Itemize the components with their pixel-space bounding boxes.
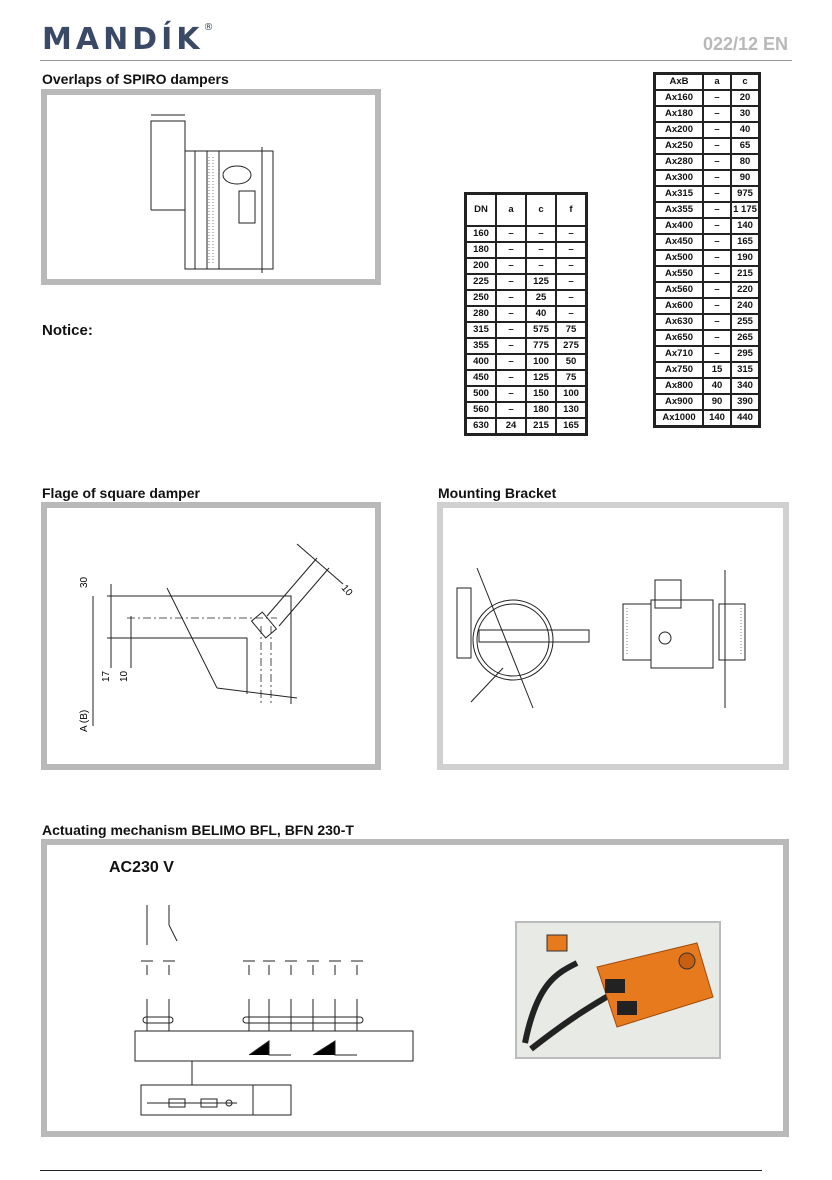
table-cell: 30 [731,106,759,122]
table-cell: 40 [703,378,731,394]
table-cell: Ax710 [655,346,703,362]
table-cell: 25 [526,290,556,306]
table-row [655,314,759,330]
table-cell: 165 [556,418,586,434]
table-row [655,266,759,282]
table-cell: 295 [731,346,759,362]
table-cell: 500 [466,386,496,402]
axb-dimension-table [653,72,761,428]
table-cell: – [496,242,526,258]
table-cell: 65 [731,138,759,154]
table-cell: Ax500 [655,250,703,266]
table-cell: – [556,274,586,290]
table-cell: – [703,202,731,218]
table-cell: – [703,314,731,330]
table-cell: 225 [466,274,496,290]
table-cell: Ax550 [655,266,703,282]
table-cell: – [703,138,731,154]
table-cell: – [496,290,526,306]
table-cell: 355 [466,338,496,354]
table-cell: – [703,266,731,282]
table-row [466,402,586,418]
table-header-row [655,74,759,90]
table-cell: 575 [526,322,556,338]
table-cell: 160 [466,226,496,242]
table-cell: 630 [466,418,496,434]
table-row [655,138,759,154]
table-header-cell: AxB [655,74,703,90]
table-row [466,226,586,242]
table-cell: Ax160 [655,90,703,106]
table-cell: Ax250 [655,138,703,154]
table-cell: 400 [466,354,496,370]
table-cell: 165 [731,234,759,250]
table-cell: 100 [526,354,556,370]
dn-dimension-table [464,192,588,436]
table-cell: 90 [703,394,731,410]
table-cell: 215 [731,266,759,282]
table-cell: – [496,258,526,274]
table-cell: – [703,122,731,138]
table-cell: Ax630 [655,314,703,330]
dim-10-diagonal: 10 [338,582,355,599]
table-cell: 775 [526,338,556,354]
dim-30: 30 [79,576,90,588]
table-cell: 125 [526,274,556,290]
table-cell: Ax650 [655,330,703,346]
table-cell: 190 [731,250,759,266]
table-cell: – [496,338,526,354]
table-row [655,170,759,186]
table-header-cell: a [496,194,526,226]
table-cell: – [496,226,526,242]
table-row [655,378,759,394]
table-row [655,298,759,314]
table-cell: Ax300 [655,170,703,186]
dim-10-lower: 10 [119,670,130,682]
table-row [655,282,759,298]
table-cell: – [703,218,731,234]
table-cell: Ax180 [655,106,703,122]
table-row [466,418,586,434]
section-title-overlaps: Overlaps of SPIRO dampers [42,71,229,87]
table-row [466,338,586,354]
table-cell: – [526,226,556,242]
table-row [466,322,586,338]
table-cell: 340 [731,378,759,394]
table-cell: 75 [556,370,586,386]
flange-drawing [47,508,375,764]
table-cell: – [556,226,586,242]
table-cell: 180 [466,242,496,258]
table-header-cell: c [526,194,556,226]
table-cell: 50 [556,354,586,370]
table-cell: 140 [703,410,731,426]
table-cell: 390 [731,394,759,410]
table-cell: – [526,242,556,258]
table-row [655,202,759,218]
table-cell: 440 [731,410,759,426]
table-cell: – [703,90,731,106]
table-cell: – [496,306,526,322]
dim-17: 17 [101,670,112,682]
table-cell: 40 [526,306,556,322]
table-cell: 1 175 [731,202,759,218]
table-cell: – [496,402,526,418]
table-cell: Ax400 [655,218,703,234]
table-cell: 180 [526,402,556,418]
actuator-photo [515,921,721,1059]
table-row [655,362,759,378]
table-cell: 200 [466,258,496,274]
notice-heading: Notice: [42,322,93,339]
table-cell: – [703,346,731,362]
table-row [466,386,586,402]
table-header-cell: c [731,74,759,90]
table-cell: – [703,186,731,202]
table-cell: – [496,386,526,402]
table-cell: Ax750 [655,362,703,378]
table-cell: 15 [703,362,731,378]
table-cell: Ax1000 [655,410,703,426]
table-row [466,370,586,386]
table-cell: 315 [731,362,759,378]
table-cell: – [703,298,731,314]
table-row [466,290,586,306]
table-cell: – [556,242,586,258]
table-cell: 140 [731,218,759,234]
table-header-cell: a [703,74,731,90]
table-cell: 250 [466,290,496,306]
actuator-photo-drawing [517,923,719,1057]
table-row [466,354,586,370]
table-cell: 280 [466,306,496,322]
table-cell: – [703,234,731,250]
table-cell: – [496,274,526,290]
table-cell: 215 [526,418,556,434]
table-cell: Ax315 [655,186,703,202]
table-cell: 130 [556,402,586,418]
table-row [655,410,759,426]
table-cell: Ax280 [655,154,703,170]
section-title-flange: Flage of square damper [42,485,200,501]
flange-figure [41,502,381,770]
table-cell: 24 [496,418,526,434]
brand-logo: MANDÍK® [42,22,214,57]
dim-ab: A (B) [79,709,90,732]
table-header-cell: f [556,194,586,226]
table-cell: 220 [731,282,759,298]
table-cell: 255 [731,314,759,330]
table-cell: – [496,322,526,338]
table-row [655,122,759,138]
table-cell: 40 [731,122,759,138]
table-cell: 315 [466,322,496,338]
table-row [466,274,586,290]
table-cell: Ax200 [655,122,703,138]
table-cell: – [556,306,586,322]
table-cell: Ax450 [655,234,703,250]
table-cell: – [526,258,556,274]
bracket-figure [437,502,789,770]
table-row [466,306,586,322]
header-divider [40,60,792,61]
table-row [655,186,759,202]
table-cell: – [703,106,731,122]
table-header-row [466,194,586,226]
table-cell: 150 [526,386,556,402]
table-cell: Ax800 [655,378,703,394]
table-cell: 125 [526,370,556,386]
section-title-actuator: Actuating mechanism BELIMO BFL, BFN 230-T [42,822,354,838]
spiro-damper-drawing [47,95,375,279]
table-cell: – [556,290,586,306]
footer-rule [40,1170,762,1171]
table-cell: – [703,282,731,298]
table-row [655,234,759,250]
section-title-bracket: Mounting Bracket [438,485,557,501]
table-row [655,154,759,170]
table-cell: 975 [731,186,759,202]
table-cell: – [703,170,731,186]
table-cell: 450 [466,370,496,386]
table-header-cell: DN [466,194,496,226]
table-cell: – [496,354,526,370]
actuator-figure [41,839,789,1137]
table-cell: 100 [556,386,586,402]
table-cell: – [703,330,731,346]
table-cell: 75 [556,322,586,338]
table-row [655,106,759,122]
table-cell: 20 [731,90,759,106]
table-cell: Ax900 [655,394,703,410]
table-row [655,394,759,410]
table-row [466,258,586,274]
table-cell: 275 [556,338,586,354]
supply-voltage-label: AC230 V [109,859,174,876]
table-row [655,330,759,346]
table-cell: – [556,258,586,274]
document-number: 022/12 EN [702,34,788,54]
table-cell: – [703,154,731,170]
table-cell: Ax600 [655,298,703,314]
table-row [655,346,759,362]
table-cell: Ax560 [655,282,703,298]
table-cell: – [703,250,731,266]
table-cell: – [496,370,526,386]
table-row [655,90,759,106]
bracket-drawing [443,508,783,764]
table-cell: 560 [466,402,496,418]
table-row [466,242,586,258]
table-row [655,250,759,266]
spiro-damper-figure [41,89,381,285]
table-cell: 240 [731,298,759,314]
table-row [655,218,759,234]
table-cell: Ax355 [655,202,703,218]
table-cell: 80 [731,154,759,170]
table-cell: 265 [731,330,759,346]
table-cell: 90 [731,170,759,186]
